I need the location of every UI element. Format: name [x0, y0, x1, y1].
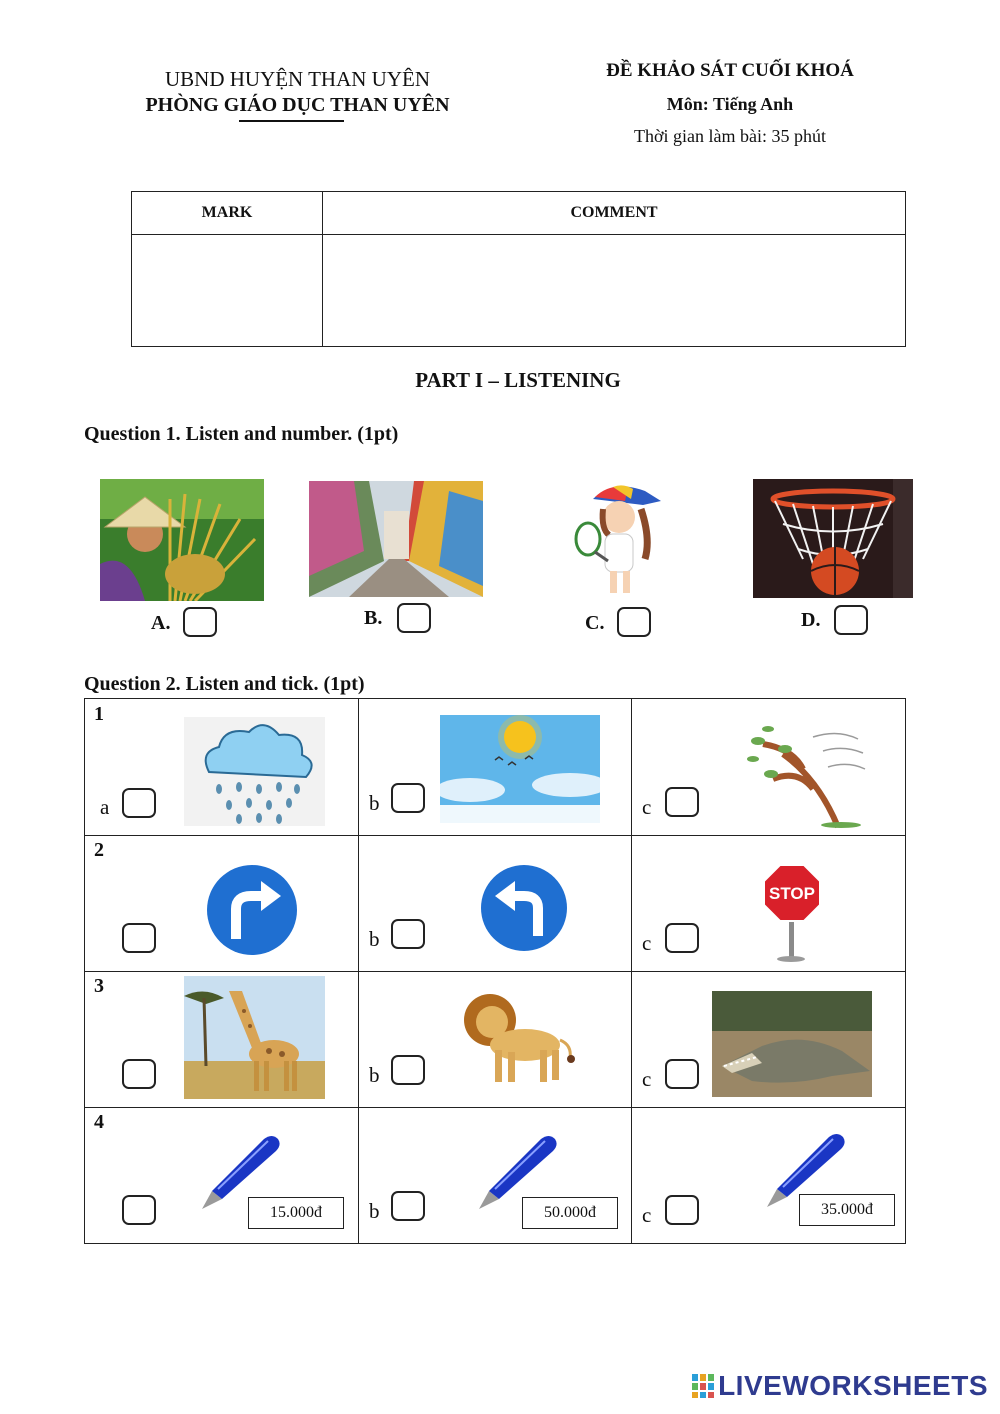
- grid-line: [85, 971, 905, 972]
- mark-comment-table: [131, 191, 906, 347]
- row-2-b-checkbox[interactable]: [391, 919, 425, 949]
- exam-subject: Môn: Tiếng Anh: [666, 94, 794, 114]
- rice-farmer-picture: [100, 479, 264, 601]
- department-name: PHÒNG GIÁO DỤC THAN UYÊN: [145, 94, 450, 116]
- row-3-a-checkbox[interactable]: [122, 1059, 156, 1089]
- row-1-letter-b: b: [369, 791, 380, 815]
- option-d-label: D.: [801, 609, 821, 631]
- exam-title: ĐỀ KHẢO SÁT CUỐI KHOÁ: [606, 60, 854, 81]
- option-d-checkbox[interactable]: [834, 605, 868, 635]
- sunny-sky-icon: [440, 715, 600, 823]
- row-1-a-checkbox[interactable]: [122, 788, 156, 818]
- logo-text: LIVEWORKSHEETS: [718, 1370, 988, 1401]
- giraffe-icon: [184, 976, 325, 1099]
- row-4-c-checkbox[interactable]: [665, 1195, 699, 1225]
- row-3-c-checkbox[interactable]: [665, 1059, 699, 1089]
- lion-icon: [460, 990, 578, 1088]
- option-b-checkbox[interactable]: [397, 603, 431, 633]
- question2-grid: [84, 698, 906, 1244]
- row-2-c-checkbox[interactable]: [665, 923, 699, 953]
- table-divider: [132, 234, 905, 235]
- row-2-a-checkbox[interactable]: [122, 923, 156, 953]
- option-c-label: C.: [585, 612, 605, 634]
- option-b-label: B.: [364, 607, 383, 629]
- row-1-number: 1: [94, 703, 104, 725]
- school-header: [110, 66, 485, 122]
- question2-title: Question 2. Listen and tick. (1pt): [84, 673, 365, 695]
- grid-line: [85, 1107, 905, 1108]
- tennis-girl-picture: [553, 479, 667, 601]
- option-a-label: A.: [151, 612, 171, 634]
- row-4-c-price: 35.000đ: [799, 1194, 895, 1226]
- turn-left-sign-icon: [480, 864, 568, 952]
- row-3-b-checkbox[interactable]: [391, 1055, 425, 1085]
- liveworksheets-logo-icon: [692, 1374, 714, 1398]
- windy-tree-icon: [743, 719, 867, 829]
- row-4-b-price: 50.000đ: [522, 1197, 618, 1229]
- row-2-letter-b: b: [369, 927, 380, 951]
- option-a-checkbox[interactable]: [183, 607, 217, 637]
- row-4-a-price: 15.000đ: [248, 1197, 344, 1229]
- row-4-number: 4: [94, 1111, 104, 1133]
- row-1-b-checkbox[interactable]: [391, 783, 425, 813]
- street-picture: [309, 481, 483, 597]
- row-4-b-checkbox[interactable]: [391, 1191, 425, 1221]
- row-1-letter-a: a: [100, 795, 110, 819]
- row-3-letter-b: b: [369, 1063, 380, 1087]
- row-1-c-checkbox[interactable]: [665, 787, 699, 817]
- question1-title: Question 1. Listen and number. (1pt): [84, 423, 399, 445]
- row-4-letter-c: c: [642, 1203, 652, 1227]
- part-title: PART I – LISTENING: [415, 368, 621, 392]
- crocodile-icon: [712, 991, 872, 1097]
- basketball-hoop-picture: [753, 479, 913, 598]
- mark-header: MARK: [201, 204, 253, 221]
- row-4-a-checkbox[interactable]: [122, 1195, 156, 1225]
- liveworksheets-logo[interactable]: [692, 1370, 988, 1402]
- header-underline: [239, 120, 344, 122]
- row-1-letter-c: c: [642, 795, 652, 819]
- option-c-checkbox[interactable]: [617, 607, 651, 637]
- stop-sign-icon: [760, 863, 824, 963]
- row-2-letter-c: c: [642, 931, 652, 955]
- row-3-letter-c: c: [642, 1067, 652, 1091]
- turn-right-sign-icon: [206, 864, 298, 956]
- comment-header: COMMENT: [570, 204, 658, 221]
- grid-line: [85, 835, 905, 836]
- rain-cloud-icon: [184, 717, 325, 826]
- district-name: UBND HUYỆN THAN UYÊN: [164, 67, 430, 91]
- row-4-letter-b: b: [369, 1199, 380, 1223]
- exam-header: [570, 57, 890, 151]
- stop-text: STOP: [769, 884, 815, 903]
- row-2-number: 2: [94, 839, 104, 861]
- exam-time: Thời gian làm bài: 35 phút: [634, 126, 826, 146]
- row-3-number: 3: [94, 975, 104, 997]
